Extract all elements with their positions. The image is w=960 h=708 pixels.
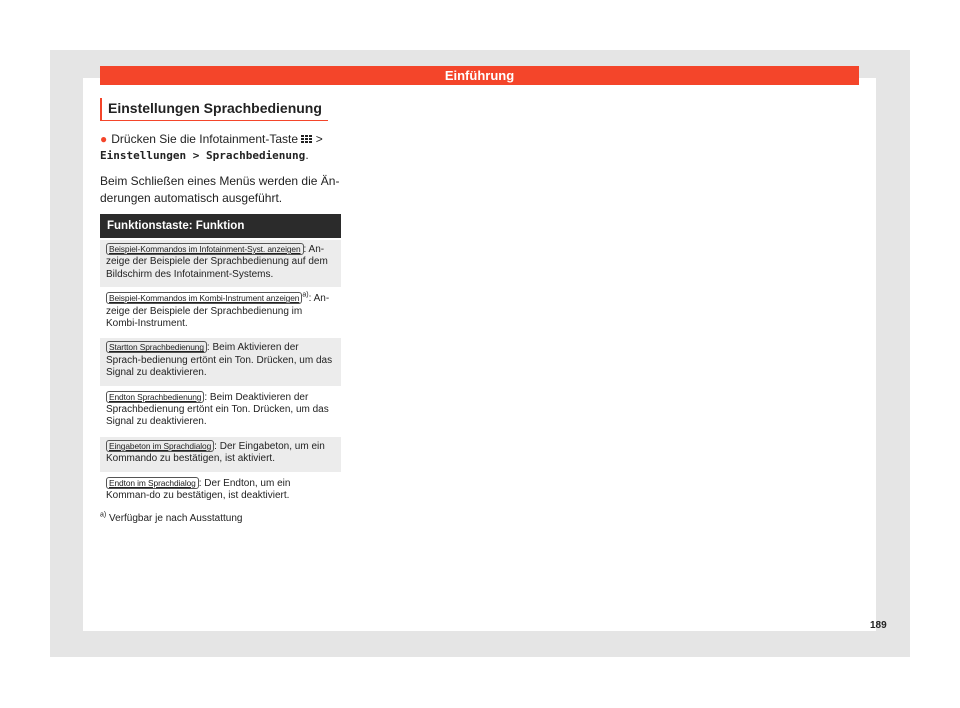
section-marker [100, 98, 102, 120]
step-text: Drücken Sie die Infotainment-Taste [111, 132, 299, 146]
table-row [100, 388, 341, 435]
chapter-header: Einführung [100, 66, 859, 85]
info-paragraph: Beim Schließen eines Menüs werden die Än-derungen automatisch ausgeführt. [100, 174, 340, 205]
section-title: Einstellungen Sprachbedienung [108, 100, 322, 116]
function-description: : An-zeige der Beispiele der Sprachbedienung auf dem Bildschirm des Infotainment-Systems. [106, 244, 328, 280]
function-description: : Beim Deaktivieren der Sprachbedienung ertönt ein Ton. Drücken, um das Signal zu deaktivieren. [106, 391, 329, 428]
function-description: : Der Endton, um ein Komman-do zu bestätigen, ist deaktiviert. [106, 477, 291, 502]
step-separator: > [315, 132, 323, 146]
function-key: Beispiel-Kommandos im Kombi-Instrument anzeigen [106, 292, 302, 304]
menu-grid-icon [301, 135, 312, 144]
table-row [100, 437, 341, 472]
page-number: 189 [870, 620, 887, 631]
table-header: Funktionstaste: Funktion [100, 214, 341, 238]
function-key: Startton Sprachbedienung [106, 341, 207, 353]
function-description: : Der Eingabeton, um ein Kommando zu bestätigen, ist aktiviert. [106, 440, 325, 465]
function-key: Endton Sprachbedienung [106, 391, 204, 403]
footnote [100, 513, 242, 524]
footnote-mark: a) [100, 511, 107, 519]
function-key: Eingabeton im Sprachdialog [106, 440, 214, 452]
function-key: Beispiel-Kommandos im Infotainment-Syst. anzeigen [106, 243, 304, 255]
menu-path: Einstellungen > Sprachbedienung [100, 149, 306, 162]
footnote-text: Verfügbar je nach Ausstattung [109, 513, 243, 524]
function-key: Endton im Sprachdialog [106, 477, 199, 489]
table-row [100, 240, 341, 287]
table-row [100, 338, 341, 385]
bullet-icon: ● [100, 132, 108, 146]
function-table [100, 214, 341, 509]
table-row [100, 289, 341, 336]
instruction-step [100, 131, 340, 164]
step-end: . [305, 148, 309, 162]
section-divider [100, 120, 328, 121]
function-description: : Beim Aktivieren der Sprach-bedienung ertönt ein Ton. Drücken, um das Signal zu deaktivieren. [106, 342, 333, 379]
footnote-ref: a) [302, 291, 309, 299]
table-row [100, 474, 341, 509]
function-description: : An-zeige der Beispiele der Sprachbedienung im Kombi-Instrument. [106, 293, 330, 330]
